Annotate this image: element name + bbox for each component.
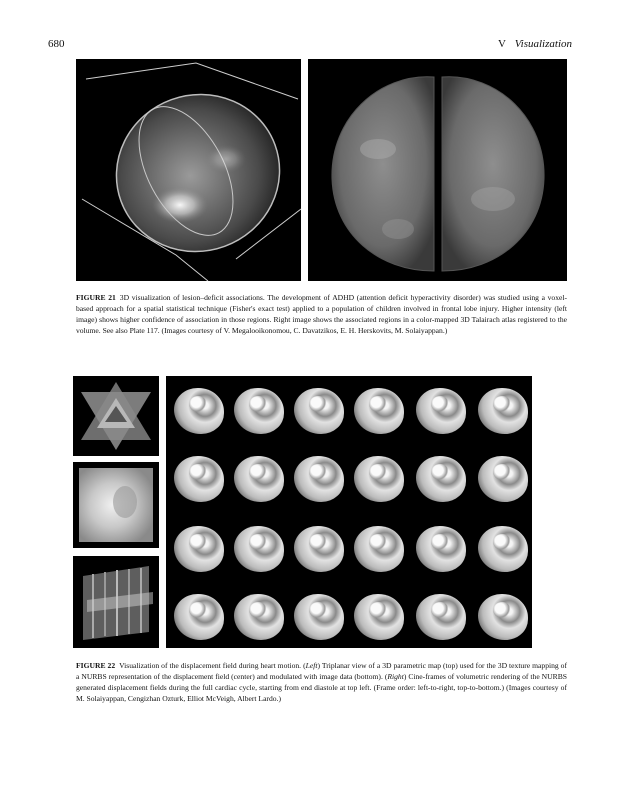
- cine-frame: [478, 388, 528, 434]
- figure22-caption-part2: ) Triplanar view of a 3D parametric map (top) used for the 3D texture mapping of a NURBS representation of the displacement field (center) and modulated with image data (bottom). (: [76, 661, 568, 681]
- cine-frame: [354, 456, 404, 502]
- cine-frame: [234, 388, 284, 434]
- cine-frame: [234, 594, 284, 640]
- figure22-caption-part1: Visualization of the displacement field during heart motion. (: [119, 661, 306, 670]
- nurbs-displacement-image: [73, 462, 159, 548]
- figure22-image-modulated: [73, 556, 159, 648]
- cine-frame: [416, 594, 466, 640]
- cine-frame: [478, 456, 528, 502]
- figure21-label: FIGURE 21: [76, 293, 116, 302]
- running-head: [498, 38, 572, 50]
- triplanar-view-image: [73, 376, 159, 456]
- cine-frame: [174, 456, 224, 502]
- figure21-caption: [76, 292, 567, 336]
- chapter-title: Visualization: [514, 38, 572, 50]
- cine-frame: [294, 388, 344, 434]
- cine-frame: [294, 594, 344, 640]
- cine-frame: [174, 594, 224, 640]
- figure21-left-image: [76, 59, 301, 281]
- brain-wireframe-render: [76, 59, 301, 281]
- image-modulated-render: [73, 556, 159, 648]
- figure22-left-word: Left: [305, 661, 318, 670]
- cine-frame: [478, 594, 528, 640]
- cine-frame: [234, 526, 284, 572]
- cine-frame: [478, 526, 528, 572]
- figure22-caption-part3: ) Cine-frames of volumetric rendering of the NURBS generated displacement fields during the full cardiac cycle, starting from end diastole at top left. (Frame order: left-to-right, top-to-bottom.) (Images courtesy of M. Solaiyappan, Cengizhan Ozturk, Elliot McVeigh, Albert Lardo.): [76, 672, 567, 703]
- figure22-label: FIGURE 22: [76, 661, 116, 670]
- cine-frame: [354, 388, 404, 434]
- figure22-cine-frames: [166, 376, 532, 648]
- cine-frame: [416, 456, 466, 502]
- cine-frame: [416, 526, 466, 572]
- cine-frame: [234, 456, 284, 502]
- chapter-number: V: [498, 38, 506, 50]
- figure22-caption: [76, 660, 567, 704]
- cine-frame: [174, 388, 224, 434]
- figure22-right-word: Right: [387, 672, 404, 681]
- cine-frame: [354, 526, 404, 572]
- figure22-nurbs-surface: [73, 462, 159, 548]
- figure21-right-image: [308, 59, 567, 281]
- cine-frame: [294, 526, 344, 572]
- figure22-triplanar-map: [73, 376, 159, 456]
- cine-frame: [294, 456, 344, 502]
- brain-atlas-render: [308, 59, 567, 281]
- cine-frame: [354, 594, 404, 640]
- page-number: 680: [48, 38, 65, 50]
- cine-frame: [174, 526, 224, 572]
- cine-frame: [416, 388, 466, 434]
- figure21-caption-text: 3D visualization of lesion–deficit associations. The development of ADHD (attention deficit hyperactivity disorder) was studied using a voxel-based approach for a spatial statistical technique (Fisher's exact test) applied to a population of children involved in frontal lobe injury. Higher intensity (left image) shows higher confidence of association in those regions. Right image shows the associated regions in a color-mapped 3D Talairach atlas registered to the volume. See also Plate 117. (Images courtesy of V. Megalooikonomou, C. Davatzikos, E. H. Herskovits, M. Solaiyappan.): [76, 293, 567, 335]
